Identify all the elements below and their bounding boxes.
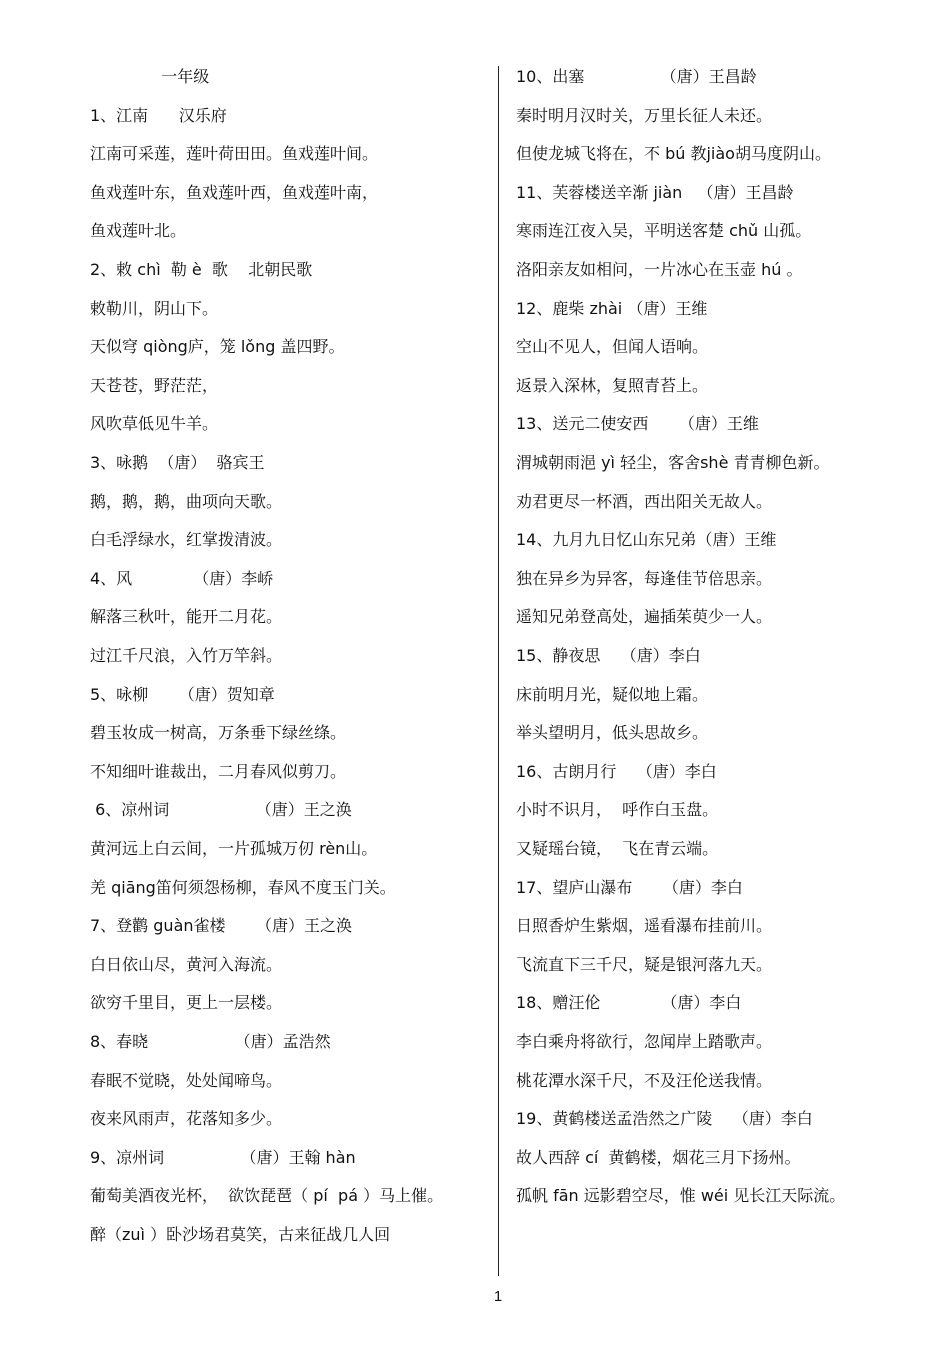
text-line: 8、春晓 （唐）孟浩然: [90, 1032, 331, 1051]
text-line: 遥知兄弟登高处，遍插茱萸少一人。: [516, 607, 773, 627]
text-line: 空山不见人，但闻人语响。: [516, 337, 709, 357]
text-line: 鱼戏莲叶北。: [90, 221, 187, 241]
text-line: 不知细叶谁裁出，二月春风似剪刀。: [90, 761, 347, 781]
text-line: 小时不识月， 呼作白玉盘。: [516, 800, 719, 820]
text-line: 江南可采莲，莲叶荷田田。鱼戏莲叶间。: [90, 144, 379, 164]
text-line: 12、鹿柴 zhài （唐）王维: [516, 298, 708, 318]
text-line: 鹅，鹅，鹅，曲项向天歌。: [90, 491, 283, 511]
text-line: 渭城朝雨浥 yì 轻尘，客舍shè 青青柳色新。: [516, 453, 830, 472]
text-line: 15、静夜思 （唐）李白: [516, 646, 701, 665]
text-line: 9、凉州词 （唐）王翰 hàn: [90, 1147, 356, 1167]
text-line: 19、黄鹤楼送孟浩然之广陵 （唐）李白: [516, 1109, 813, 1129]
text-line: 11、芙蓉楼送辛渐 jiàn （唐）王昌龄: [516, 182, 794, 202]
text-line: 7、登鹳 guàn雀楼 （唐）王之涣: [90, 916, 353, 936]
text-line: 羌 qiāng笛何须怨杨柳，春风不度玉门关。: [90, 877, 396, 897]
text-line: 秦时明月汉时关，万里长征人未还。: [516, 105, 773, 125]
text-line: 寒雨连江夜入吴，平明送客楚 chǔ 山孤。: [516, 221, 812, 241]
text-line: 床前明月光，疑似地上霜。: [516, 684, 709, 704]
text-line: 3、咏鹅 （唐） 骆宾王: [90, 453, 265, 472]
page-number: 1: [493, 1288, 503, 1305]
text-line: 16、古朗月行 （唐）李白: [516, 761, 717, 781]
text-line: 14、九月九日忆山东兄弟（唐）王维: [516, 530, 777, 550]
text-line: 一年级: [90, 67, 210, 86]
text-line: 黄河远上白云间，一片孤城万仞 rèn山。: [90, 839, 378, 858]
text-line: 6、凉州词 （唐）王之涣: [90, 800, 352, 820]
text-line: 飞流直下三千尺，疑是银河落九天。: [516, 954, 773, 974]
text-line: 18、赠汪伦 （唐）李白: [516, 993, 742, 1013]
text-line: 返景入深林，复照青苔上。: [516, 375, 709, 395]
text-line: 白毛浮绿水，红掌拨清波。: [90, 530, 283, 550]
text-line: 风吹草低见牛羊。: [90, 414, 219, 434]
text-line: 白日依山尽，黄河入海流。: [90, 954, 283, 974]
text-line: 敕勒川，阴山下。: [90, 298, 219, 318]
text-line: 李白乘舟将欲行，忽闻岸上踏歌声。: [516, 1032, 773, 1051]
text-line: 故人西辞 cí 黄鹤楼，烟花三月下扬州。: [516, 1147, 801, 1167]
text-line: 5、咏柳 （唐）贺知章: [90, 684, 275, 704]
text-line: 鱼戏莲叶东，鱼戏莲叶西，鱼戏莲叶南，: [90, 182, 379, 202]
text-line: 桃花潭水深千尺，不及汪伦送我情。: [516, 1070, 773, 1090]
text-line: 独在异乡为异客，每逢佳节倍思亲。: [516, 568, 773, 588]
text-line: 碧玉妆成一树高，万条垂下绿丝绦。: [90, 723, 347, 743]
text-line: 欲穷千里目，更上一层楼。: [90, 993, 283, 1013]
text-line: 解落三秋叶，能开二月花。: [90, 607, 283, 627]
text-line: 举头望明月，低头思故乡。: [516, 723, 709, 743]
text-line: 夜来风雨声，花落知多少。: [90, 1109, 283, 1129]
text-line: 日照香炉生紫烟，遥看瀑布挂前川。: [516, 916, 773, 936]
text-line: 又疑瑶台镜， 飞在青云端。: [516, 839, 719, 858]
text-line: 春眠不觉晓，处处闻啼鸟。: [90, 1070, 283, 1090]
text-line: 17、望庐山瀑布 （唐）李白: [516, 877, 743, 897]
text-line: 醉（zuì ）卧沙场君莫笑，古来征战几人回: [90, 1225, 391, 1244]
text-line: 4、风 （唐）李峤: [90, 568, 274, 588]
text-line: 13、送元二使安西 （唐）王维: [516, 414, 759, 434]
text-line: 劝君更尽一杯酒，西出阳关无故人。: [516, 491, 773, 511]
text-line: 10、出塞 （唐）王昌龄: [516, 67, 757, 86]
text-line: 天似穹 qiòng庐，笼 lǒng 盖四野。: [90, 337, 345, 357]
text-line: 葡萄美酒夜光杯， 欲饮琵琶（ pí pá ）马上催。: [90, 1186, 444, 1206]
text-line: 2、敕 chì 勒 è 歌 北朝民歌: [90, 260, 313, 279]
text-line: 孤帆 fān 远影碧空尽，惟 wéi 见长江天际流。: [516, 1186, 846, 1206]
text-line: 过江千尺浪，入竹万竿斜。: [90, 646, 283, 665]
text-line: 1、江南 汉乐府: [90, 105, 227, 125]
text-line: 但使龙城飞将在，不 bú 教jiào胡马度阴山。: [516, 144, 831, 164]
text-line: 洛阳亲友如相问，一片冰心在玉壶 hú 。: [516, 260, 803, 279]
text-line: 天苍苍，野茫茫，: [90, 375, 219, 395]
column-divider: [498, 66, 499, 1276]
